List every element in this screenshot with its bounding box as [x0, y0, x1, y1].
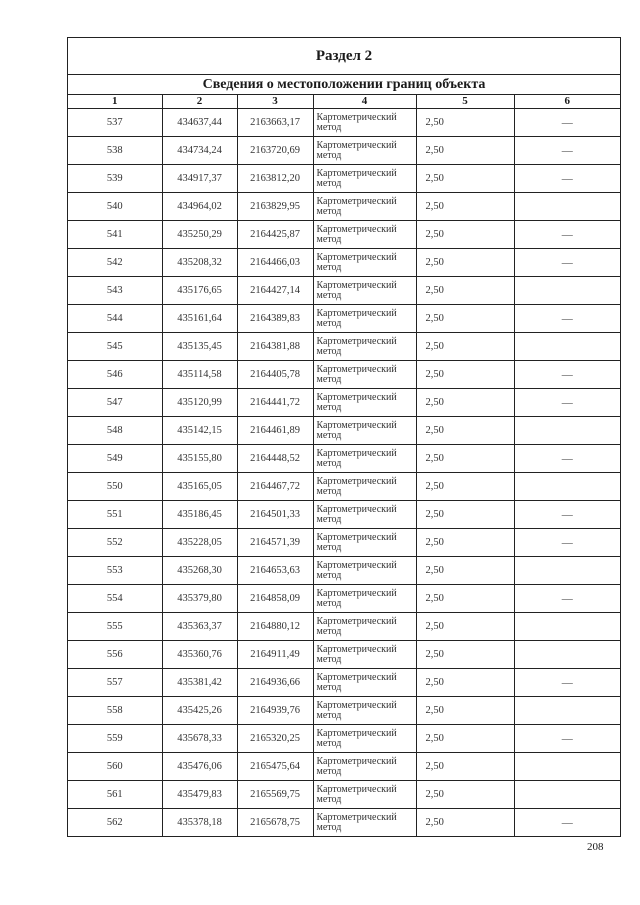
table-row — [68, 417, 620, 445]
accuracy-cell: 2,50 — [416, 109, 514, 137]
method-cell: Картометрический метод — [313, 529, 416, 557]
accuracy-cell: 2,50 — [416, 249, 514, 277]
coord-y-cell: 2164441,72 — [237, 389, 313, 417]
table-row — [68, 445, 620, 473]
point-number-cell: 559 — [68, 725, 162, 753]
description-cell — [514, 781, 620, 809]
coord-y-cell: 2165320,25 — [237, 725, 313, 753]
description-cell: — — [514, 137, 620, 165]
accuracy-cell: 2,50 — [416, 361, 514, 389]
accuracy-cell: 2,50 — [416, 725, 514, 753]
coord-y-cell: 2165569,75 — [237, 781, 313, 809]
coord-y-cell: 2164501,33 — [237, 501, 313, 529]
description-cell: — — [514, 221, 620, 249]
coord-y-cell: 2164858,09 — [237, 585, 313, 613]
method-cell: Картометрический метод — [313, 753, 416, 781]
column-header: 5 — [416, 95, 514, 109]
description-cell: — — [514, 501, 620, 529]
table-row — [68, 109, 620, 137]
point-number-cell: 547 — [68, 389, 162, 417]
table-row — [68, 725, 620, 753]
coord-x-cell: 435228,05 — [162, 529, 237, 557]
table-row — [68, 613, 620, 641]
accuracy-cell: 2,50 — [416, 417, 514, 445]
coord-x-cell: 435176,65 — [162, 277, 237, 305]
description-cell — [514, 277, 620, 305]
method-cell: Картометрический метод — [313, 109, 416, 137]
coord-y-cell: 2164389,83 — [237, 305, 313, 333]
coord-x-cell: 435363,37 — [162, 613, 237, 641]
coord-x-cell: 434964,02 — [162, 193, 237, 221]
coord-y-cell: 2164653,63 — [237, 557, 313, 585]
coord-y-cell: 2164571,39 — [237, 529, 313, 557]
description-cell: — — [514, 725, 620, 753]
method-cell: Картометрический метод — [313, 137, 416, 165]
accuracy-cell: 2,50 — [416, 305, 514, 333]
column-header: 1 — [68, 95, 162, 109]
method-cell: Картометрический метод — [313, 249, 416, 277]
coord-y-cell: 2163812,20 — [237, 165, 313, 193]
coord-y-cell: 2163829,95 — [237, 193, 313, 221]
point-number-cell: 552 — [68, 529, 162, 557]
description-cell — [514, 753, 620, 781]
accuracy-cell: 2,50 — [416, 333, 514, 361]
coord-x-cell: 435479,83 — [162, 781, 237, 809]
description-cell — [514, 417, 620, 445]
subsection-title: Сведения о местоположении границ объекта — [68, 75, 620, 95]
description-cell — [514, 557, 620, 585]
coord-y-cell: 2165475,64 — [237, 753, 313, 781]
description-cell — [514, 641, 620, 669]
method-cell: Картометрический метод — [313, 725, 416, 753]
point-number-cell: 560 — [68, 753, 162, 781]
coord-x-cell: 435360,76 — [162, 641, 237, 669]
coord-y-cell: 2164425,87 — [237, 221, 313, 249]
coord-x-cell: 435381,42 — [162, 669, 237, 697]
point-number-cell: 544 — [68, 305, 162, 333]
coord-y-cell: 2164880,12 — [237, 613, 313, 641]
method-cell: Картометрический метод — [313, 697, 416, 725]
description-cell: — — [514, 305, 620, 333]
description-cell: — — [514, 809, 620, 837]
point-number-cell: 545 — [68, 333, 162, 361]
point-number-cell: 561 — [68, 781, 162, 809]
table-row — [68, 305, 620, 333]
coord-y-cell: 2164936,66 — [237, 669, 313, 697]
table-row — [68, 697, 620, 725]
table-row — [68, 473, 620, 501]
coord-x-cell: 435378,18 — [162, 809, 237, 837]
table-body — [68, 109, 620, 837]
description-cell: — — [514, 529, 620, 557]
description-cell — [514, 697, 620, 725]
method-cell: Картометрический метод — [313, 445, 416, 473]
description-cell — [514, 613, 620, 641]
accuracy-cell: 2,50 — [416, 529, 514, 557]
method-cell: Картометрический метод — [313, 389, 416, 417]
coord-x-cell: 435476,06 — [162, 753, 237, 781]
page-number: 208 — [587, 841, 604, 853]
table-row — [68, 389, 620, 417]
column-header: 2 — [162, 95, 237, 109]
coord-x-cell: 434917,37 — [162, 165, 237, 193]
method-cell: Картометрический метод — [313, 669, 416, 697]
point-number-cell: 553 — [68, 557, 162, 585]
coord-y-cell: 2163663,17 — [237, 109, 313, 137]
coord-y-cell: 2164448,52 — [237, 445, 313, 473]
accuracy-cell: 2,50 — [416, 613, 514, 641]
coord-x-cell: 435379,80 — [162, 585, 237, 613]
coord-x-cell: 435155,80 — [162, 445, 237, 473]
coord-x-cell: 434734,24 — [162, 137, 237, 165]
table-row — [68, 529, 620, 557]
coord-y-cell: 2164911,49 — [237, 641, 313, 669]
accuracy-cell: 2,50 — [416, 445, 514, 473]
accuracy-cell: 2,50 — [416, 193, 514, 221]
method-cell: Картометрический метод — [313, 585, 416, 613]
accuracy-cell: 2,50 — [416, 669, 514, 697]
coord-y-cell: 2164939,76 — [237, 697, 313, 725]
table-row — [68, 333, 620, 361]
method-cell: Картометрический метод — [313, 417, 416, 445]
point-number-cell: 540 — [68, 193, 162, 221]
document-frame — [67, 37, 621, 837]
point-number-cell: 538 — [68, 137, 162, 165]
column-header: 4 — [313, 95, 416, 109]
point-number-cell: 554 — [68, 585, 162, 613]
coord-x-cell: 435135,45 — [162, 333, 237, 361]
table-row — [68, 277, 620, 305]
point-number-cell: 558 — [68, 697, 162, 725]
point-number-cell: 541 — [68, 221, 162, 249]
accuracy-cell: 2,50 — [416, 753, 514, 781]
point-number-cell: 556 — [68, 641, 162, 669]
accuracy-cell: 2,50 — [416, 585, 514, 613]
point-number-cell: 537 — [68, 109, 162, 137]
coord-y-cell: 2164381,88 — [237, 333, 313, 361]
description-cell — [514, 333, 620, 361]
coord-x-cell: 435425,26 — [162, 697, 237, 725]
table-header-row — [68, 95, 620, 109]
method-cell: Картометрический метод — [313, 809, 416, 837]
method-cell: Картометрический метод — [313, 221, 416, 249]
coord-y-cell: 2165678,75 — [237, 809, 313, 837]
description-cell: — — [514, 389, 620, 417]
accuracy-cell: 2,50 — [416, 277, 514, 305]
method-cell: Картометрический метод — [313, 277, 416, 305]
table-row — [68, 165, 620, 193]
method-cell: Картометрический метод — [313, 333, 416, 361]
coord-x-cell: 435250,29 — [162, 221, 237, 249]
point-number-cell: 555 — [68, 613, 162, 641]
description-cell: — — [514, 165, 620, 193]
description-cell — [514, 193, 620, 221]
accuracy-cell: 2,50 — [416, 137, 514, 165]
method-cell: Картометрический метод — [313, 473, 416, 501]
coord-x-cell: 435165,05 — [162, 473, 237, 501]
coord-x-cell: 434637,44 — [162, 109, 237, 137]
method-cell: Картометрический метод — [313, 501, 416, 529]
coord-y-cell: 2164467,72 — [237, 473, 313, 501]
method-cell: Картометрический метод — [313, 305, 416, 333]
section-title: Раздел 2 — [68, 38, 620, 75]
table-row — [68, 137, 620, 165]
description-cell: — — [514, 585, 620, 613]
point-number-cell: 557 — [68, 669, 162, 697]
method-cell: Картометрический метод — [313, 361, 416, 389]
description-cell: — — [514, 249, 620, 277]
coord-x-cell: 435114,58 — [162, 361, 237, 389]
accuracy-cell: 2,50 — [416, 389, 514, 417]
point-number-cell: 543 — [68, 277, 162, 305]
point-number-cell: 548 — [68, 417, 162, 445]
table-row — [68, 809, 620, 837]
point-number-cell: 549 — [68, 445, 162, 473]
method-cell: Картометрический метод — [313, 641, 416, 669]
method-cell: Картометрический метод — [313, 781, 416, 809]
table-row — [68, 781, 620, 809]
table-row — [68, 669, 620, 697]
accuracy-cell: 2,50 — [416, 165, 514, 193]
table-row — [68, 557, 620, 585]
coord-x-cell: 435142,15 — [162, 417, 237, 445]
point-number-cell: 542 — [68, 249, 162, 277]
table-row — [68, 501, 620, 529]
table-row — [68, 193, 620, 221]
method-cell: Картометрический метод — [313, 613, 416, 641]
coord-y-cell: 2164427,14 — [237, 277, 313, 305]
point-number-cell: 550 — [68, 473, 162, 501]
description-cell: — — [514, 445, 620, 473]
table-row — [68, 585, 620, 613]
accuracy-cell: 2,50 — [416, 221, 514, 249]
accuracy-cell: 2,50 — [416, 809, 514, 837]
table-row — [68, 249, 620, 277]
point-number-cell: 551 — [68, 501, 162, 529]
coord-y-cell: 2163720,69 — [237, 137, 313, 165]
coord-x-cell: 435186,45 — [162, 501, 237, 529]
table-row — [68, 641, 620, 669]
column-header: 3 — [237, 95, 313, 109]
accuracy-cell: 2,50 — [416, 473, 514, 501]
coordinates-table — [68, 95, 620, 836]
description-cell: — — [514, 669, 620, 697]
point-number-cell: 562 — [68, 809, 162, 837]
description-cell — [514, 473, 620, 501]
accuracy-cell: 2,50 — [416, 557, 514, 585]
coord-x-cell: 435208,32 — [162, 249, 237, 277]
accuracy-cell: 2,50 — [416, 781, 514, 809]
coord-x-cell: 435120,99 — [162, 389, 237, 417]
point-number-cell: 546 — [68, 361, 162, 389]
table-row — [68, 361, 620, 389]
coord-y-cell: 2164405,78 — [237, 361, 313, 389]
method-cell: Картометрический метод — [313, 557, 416, 585]
table-row — [68, 221, 620, 249]
coord-y-cell: 2164461,89 — [237, 417, 313, 445]
coord-x-cell: 435678,33 — [162, 725, 237, 753]
method-cell: Картометрический метод — [313, 165, 416, 193]
description-cell: — — [514, 109, 620, 137]
accuracy-cell: 2,50 — [416, 501, 514, 529]
coord-y-cell: 2164466,03 — [237, 249, 313, 277]
description-cell: — — [514, 361, 620, 389]
coord-x-cell: 435161,64 — [162, 305, 237, 333]
accuracy-cell: 2,50 — [416, 641, 514, 669]
table-row — [68, 753, 620, 781]
method-cell: Картометрический метод — [313, 193, 416, 221]
coord-x-cell: 435268,30 — [162, 557, 237, 585]
point-number-cell: 539 — [68, 165, 162, 193]
column-header: 6 — [514, 95, 620, 109]
accuracy-cell: 2,50 — [416, 697, 514, 725]
